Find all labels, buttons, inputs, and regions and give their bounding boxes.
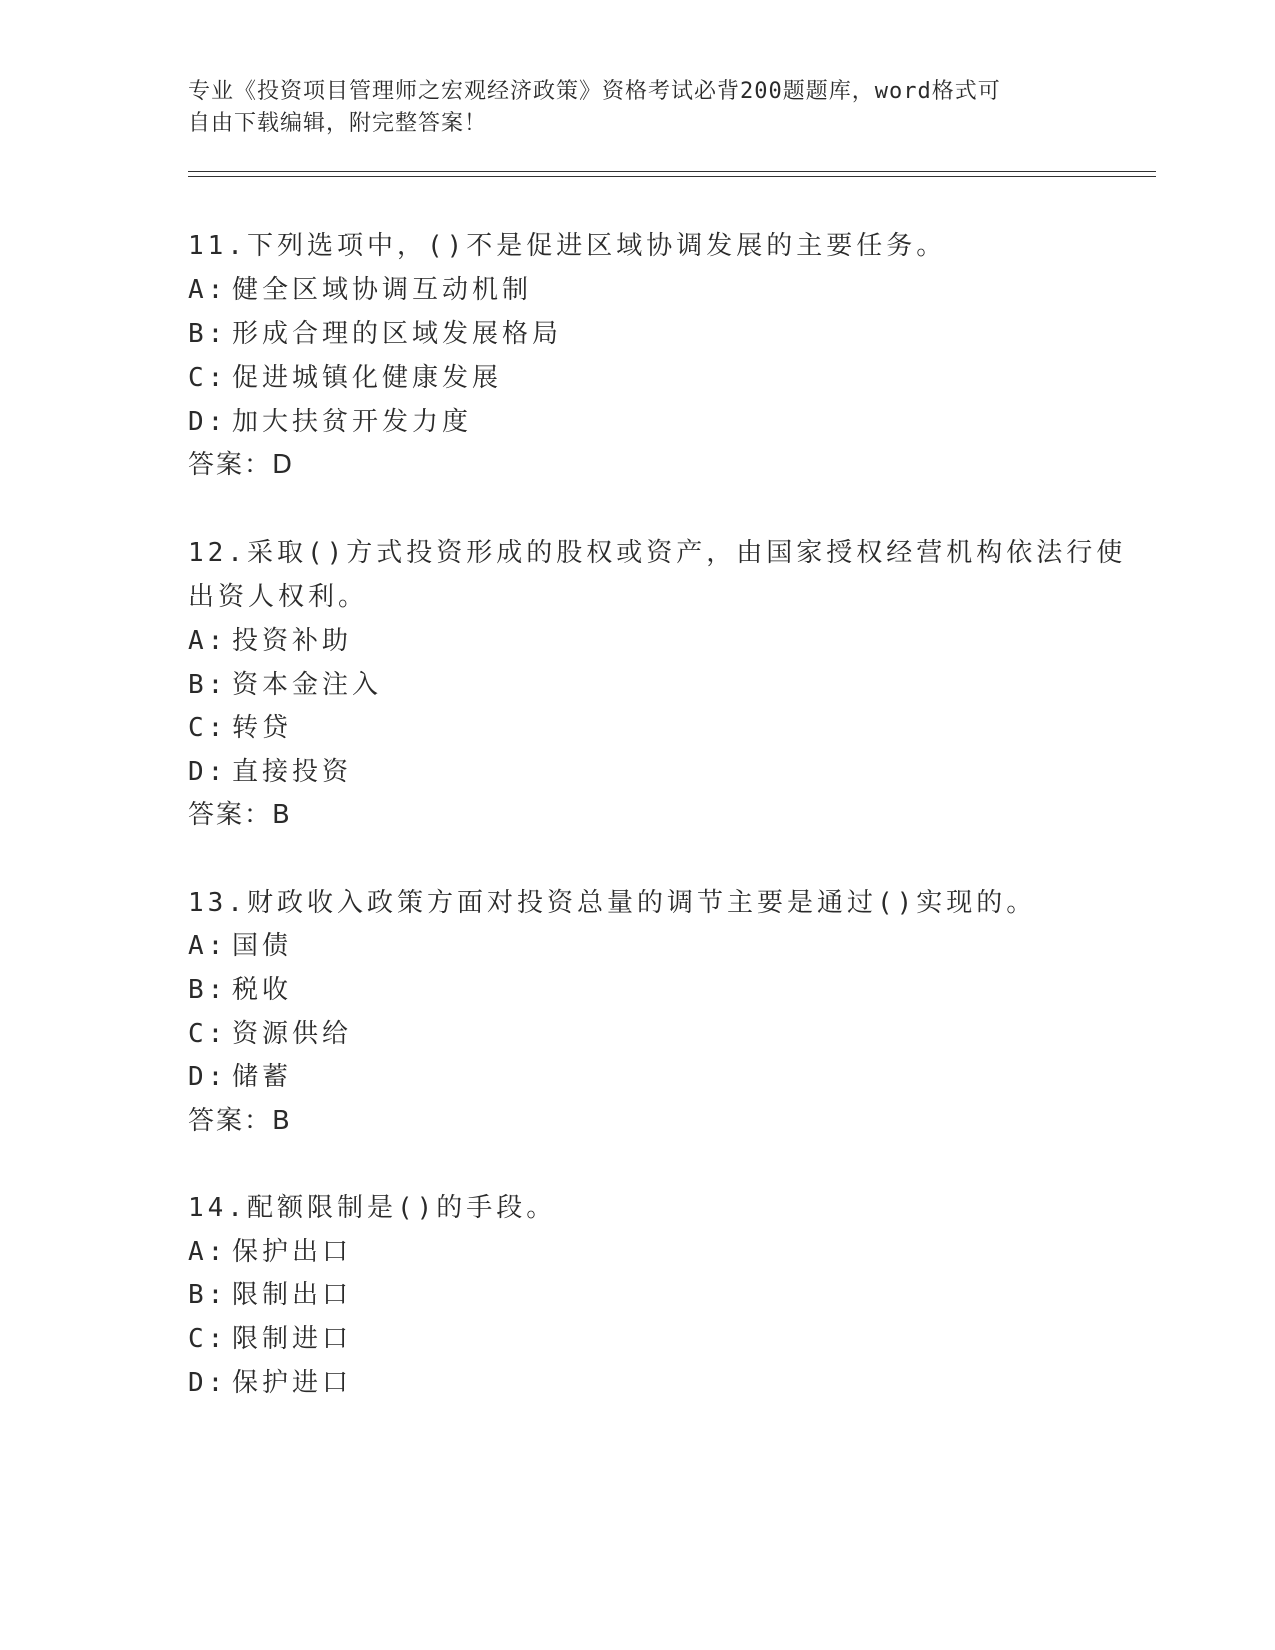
question-12-text-line-1: 12.采取()方式投资形成的股权或资产，由国家授权经营机构依法行使 bbox=[188, 538, 1127, 568]
header-line-2: 自由下载编辑，附完整答案！ bbox=[188, 111, 488, 136]
question-13-text: 13.财政收入政策方面对投资总量的调节主要是通过()实现的。 bbox=[188, 888, 1037, 918]
question-11-option-a: A: 健全区域协调互动机制 bbox=[188, 275, 533, 305]
question-14-option-a: A: 保护出口 bbox=[188, 1237, 353, 1267]
question-12-option-a: A: 投资补助 bbox=[188, 626, 353, 656]
header-line-1: 专业《投资项目管理师之宏观经济政策》资格考试必背200题题库，word格式可 bbox=[188, 79, 1001, 104]
question-13-option-d: D: 储蓄 bbox=[188, 1062, 293, 1092]
question-14-text: 14.配额限制是()的手段。 bbox=[188, 1193, 557, 1223]
question-11-text: 11.下列选项中，()不是促进区域协调发展的主要任务。 bbox=[188, 231, 947, 261]
question-12-option-c: C: 转贷 bbox=[188, 713, 293, 743]
question-12-option-b: B: 资本金注入 bbox=[188, 670, 383, 700]
question-13-option-b: B: 税收 bbox=[188, 975, 293, 1005]
document-header bbox=[188, 76, 1088, 140]
question-13-option-c: C: 资源供给 bbox=[188, 1019, 353, 1049]
question-14-option-c: C: 限制进口 bbox=[188, 1324, 353, 1354]
question-13-option-a: A: 国债 bbox=[188, 931, 293, 961]
question-13-answer: 答案：B bbox=[188, 1106, 292, 1136]
question-12-text-line-2: 出资人权利。 bbox=[188, 582, 369, 612]
question-12-answer: 答案：B bbox=[188, 800, 292, 830]
header-divider-top bbox=[188, 171, 1156, 172]
question-12-option-d: D: 直接投资 bbox=[188, 757, 353, 787]
header-divider-bottom bbox=[188, 176, 1156, 177]
question-11-answer: 答案：D bbox=[188, 450, 295, 480]
question-11-option-b: B: 形成合理的区域发展格局 bbox=[188, 319, 563, 349]
question-14-option-d: D: 保护进口 bbox=[188, 1368, 353, 1398]
question-11-option-d: D: 加大扶贫开发力度 bbox=[188, 407, 473, 437]
question-14-option-b: B: 限制出口 bbox=[188, 1280, 353, 1310]
question-11-option-c: C: 促进城镇化健康发展 bbox=[188, 363, 503, 393]
